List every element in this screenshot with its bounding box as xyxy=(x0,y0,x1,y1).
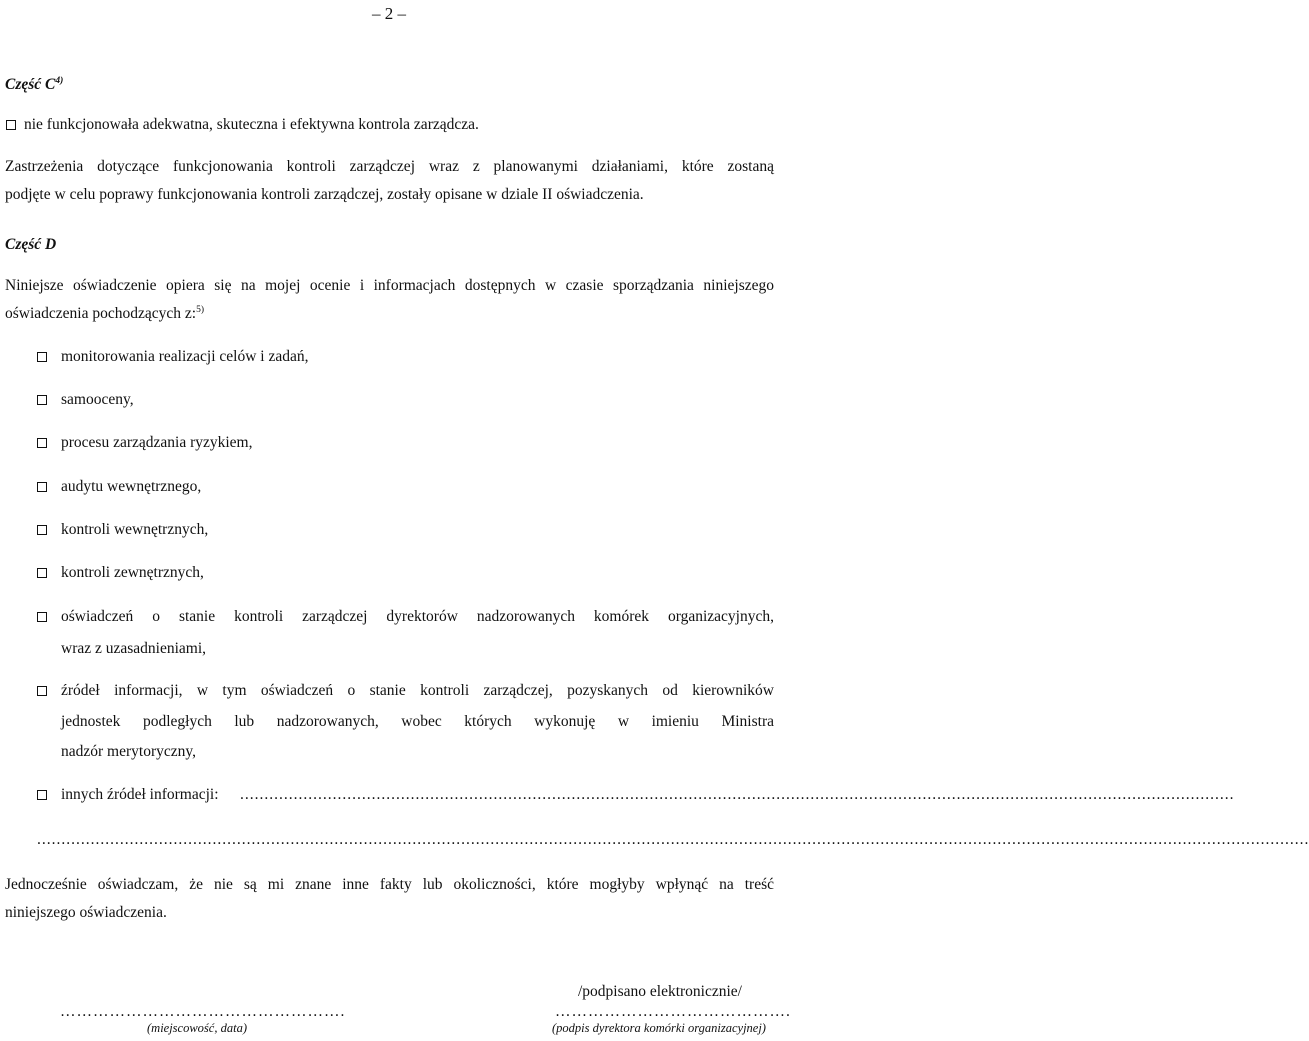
place-date-line: ……………………………………………. xyxy=(60,1003,346,1020)
source-checkbox-internal-audit[interactable] xyxy=(37,482,47,492)
page-number: – 2 – xyxy=(372,4,406,23)
signature-line: ……………………………………. xyxy=(555,1003,791,1020)
source-item-internal-audit: audytu wewnętrznego, xyxy=(61,478,202,495)
source-checkbox-self-assessment[interactable] xyxy=(37,395,47,405)
part-c-checkbox[interactable] xyxy=(6,120,16,130)
part-c-item: nie funkcjonowała adekwatna, skuteczna i efektywna kontrola zarządcza. xyxy=(24,116,479,133)
part-c-footnote-ref: 4) xyxy=(55,76,64,86)
part-c-heading-text: Część C xyxy=(5,76,56,93)
source-item-monitoring: monitorowania realizacji celów i zadań, xyxy=(61,348,309,365)
source-item-internal-controls: kontroli wewnętrznych, xyxy=(61,521,209,538)
source-item-sources-line2: jednostek podległych lub nadzorowanych, wobec których wykonuję w imieniu Ministra xyxy=(61,713,774,730)
part-c-reservations-line2: podjęte w celu poprawy funkcjonowania kontroli zarządczej, zostały opisane w dziale II oświadczenia. xyxy=(5,186,644,203)
part-d-intro-line2 xyxy=(5,306,204,322)
part-d-intro-line1: Niniejsze oświadczenie opiera się na mojej ocenie i informacjach dostępnych w czasie sporządzania niniejszego xyxy=(5,277,774,294)
source-item-sources-line3: nadzór merytoryczny, xyxy=(61,743,196,760)
source-item-statements-line2: wraz z uzasadnieniami, xyxy=(61,640,207,657)
source-checkbox-statements[interactable] xyxy=(37,612,47,622)
source-checkbox-subordinate-units[interactable] xyxy=(37,686,47,696)
part-c-reservations-line1: Zastrzeżenia dotyczące funkcjonowania kontroli zarządczej wraz z planowanymi działaniami, które zostaną xyxy=(5,158,774,175)
source-checkbox-other[interactable] xyxy=(37,790,47,800)
source-item-sources-line1: źródeł informacji, w tym oświadczeń o stanie kontroli zarządczej, pozyskanych od kierowników xyxy=(61,682,774,699)
closing-line1: Jednocześnie oświadczam, że nie są mi znane inne fakty lub okoliczności, które mogłyby wpłynąć na treść xyxy=(5,876,774,893)
part-c-heading xyxy=(5,77,63,93)
part-d-heading: Część D xyxy=(5,236,57,253)
source-item-external-controls: kontroli zewnętrznych, xyxy=(61,564,204,581)
signature-label: (podpis dyrektora komórki organizacyjnej) xyxy=(552,1021,766,1035)
closing-line2: niniejszego oświadczenia. xyxy=(5,904,167,921)
part-d-footnote-ref: 5) xyxy=(196,305,204,315)
source-item-statements-line1: oświadczeń o stanie kontroli zarządczej dyrektorów nadzorowanych komórek organizacyjnych, xyxy=(61,608,774,625)
source-checkbox-external-controls[interactable] xyxy=(37,568,47,578)
signed-electronically: /podpisano elektronicznie/ xyxy=(578,983,742,1000)
source-checkbox-risk-management[interactable] xyxy=(37,438,47,448)
source-checkbox-internal-controls[interactable] xyxy=(37,525,47,535)
source-checkbox-monitoring[interactable] xyxy=(37,352,47,362)
place-date-label: (miejscowość, data) xyxy=(147,1021,247,1035)
part-d-intro-text: oświadczenia pochodzących z: xyxy=(5,305,197,322)
other-sources-field-line2[interactable]: ..................................................................................................................................................................................................................................................................... xyxy=(37,831,1309,848)
source-item-risk-management: procesu zarządzania ryzykiem, xyxy=(61,434,253,451)
source-item-self-assessment: samooceny, xyxy=(61,391,134,408)
source-item-other-label: innych źródeł informacji: xyxy=(61,786,219,803)
other-sources-field-line1[interactable]: ............................................................................................................................................................................................................ xyxy=(240,786,1235,803)
